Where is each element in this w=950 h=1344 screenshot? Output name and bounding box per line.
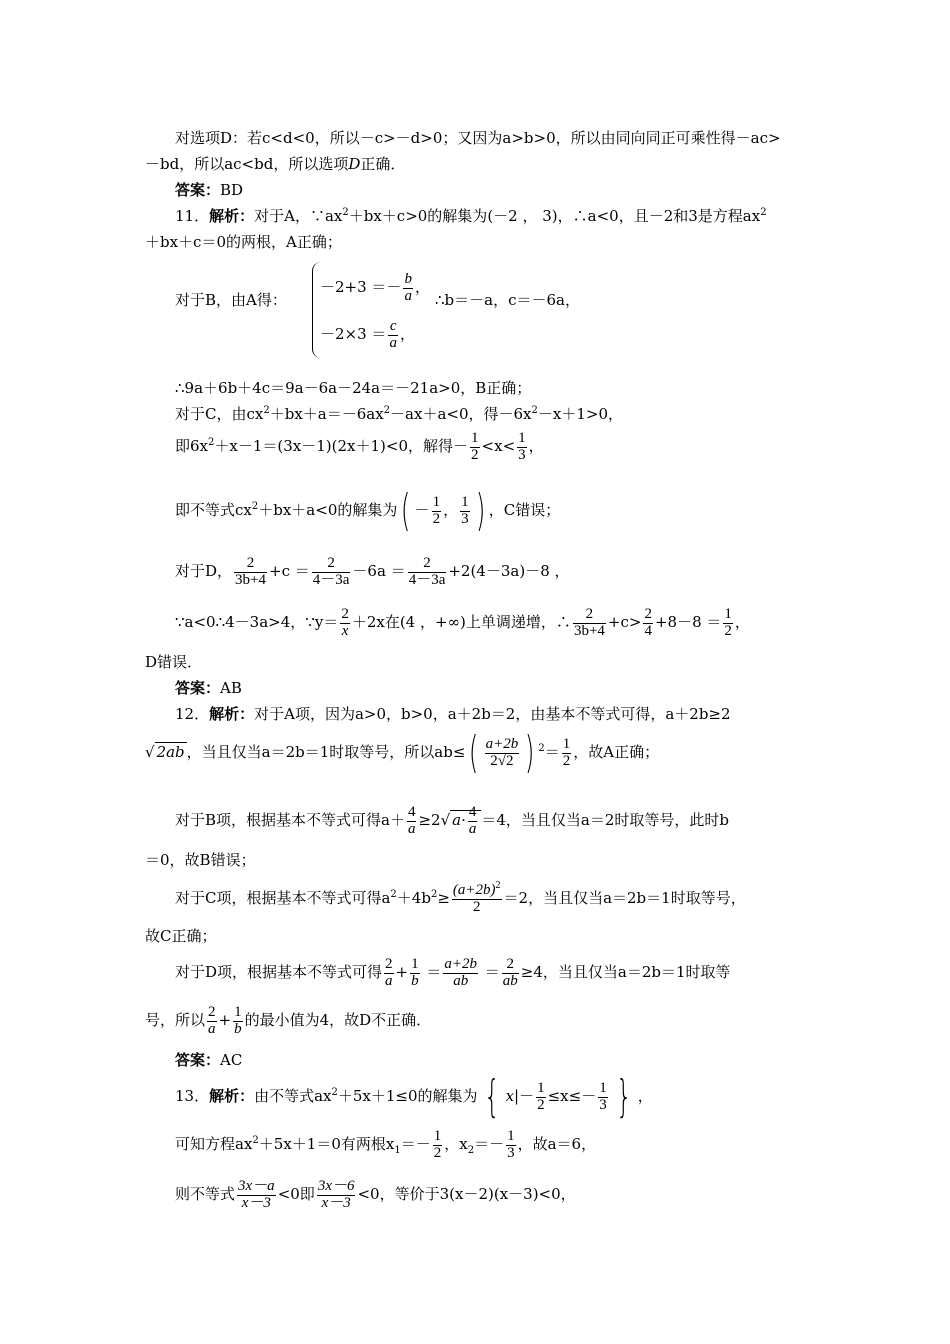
question-11-line bbox=[175, 206, 767, 226]
text: ∵a<0∴4－3a>4，∵y＝ bbox=[175, 613, 339, 631]
text-line bbox=[175, 290, 287, 310]
text: ＝－ bbox=[474, 1135, 505, 1153]
fraction bbox=[234, 556, 267, 589]
denominator: x－3 bbox=[241, 1194, 271, 1211]
text: ≥2 bbox=[418, 811, 441, 829]
text: －x＋1>0， bbox=[537, 405, 624, 423]
numerator: 4 bbox=[468, 803, 477, 820]
numerator: 1 bbox=[411, 955, 419, 972]
text: ≤x≤－ bbox=[547, 1087, 597, 1105]
text: 由不等式ax bbox=[254, 1087, 332, 1105]
fraction bbox=[317, 1179, 356, 1212]
fraction bbox=[723, 607, 733, 640]
text: 对于A项，因为a>0，b>0，a＋2b＝2，由基本不等式可得，a＋2b≥2 bbox=[254, 705, 731, 723]
fraction bbox=[598, 1081, 608, 1114]
text: ∴b＝－a，c＝－6a， bbox=[435, 291, 580, 309]
numerator bbox=[452, 879, 502, 900]
fraction bbox=[485, 737, 520, 770]
text: ＝0，故B错误； bbox=[145, 851, 256, 869]
fraction bbox=[460, 495, 470, 528]
denominator: b bbox=[234, 1020, 242, 1037]
fraction bbox=[233, 1005, 243, 1038]
denominator: a bbox=[404, 287, 412, 304]
text: ＝ bbox=[544, 743, 560, 761]
denominator: 3 bbox=[599, 1096, 607, 1113]
text: －ax＋a<0，得－6x bbox=[390, 405, 532, 423]
fraction bbox=[470, 431, 480, 464]
sqrt: √ a· $\frac{4}{a}$ bbox=[441, 810, 482, 829]
question-13-line: 13．解析：由不等式$ax^2+5x+1\le 0$的解集为 { x|－ $\frac{1}{2}$ ≤x≤－ $\frac{1}{3}$ } ， bbox=[175, 1071, 653, 1122]
fraction bbox=[340, 607, 350, 640]
text: ，当且仅当a＝2b＝1时取等号，所以ab≤ bbox=[186, 743, 466, 761]
fraction bbox=[312, 556, 351, 589]
text: ，故A正确； bbox=[573, 743, 660, 761]
answer-value: BD bbox=[220, 181, 244, 199]
sqrt: √ 2ab bbox=[145, 743, 185, 761]
numerator: 2 bbox=[234, 556, 267, 573]
left-brace: { bbox=[483, 1071, 500, 1122]
text: x bbox=[505, 1087, 515, 1105]
denominator: 4 bbox=[644, 622, 652, 639]
numerator: 1 bbox=[518, 429, 526, 446]
answer-label: 答案： bbox=[175, 181, 221, 199]
text: 对于B项，根据基本不等式可得a＋ bbox=[175, 811, 405, 829]
text: ， bbox=[734, 613, 750, 631]
text: ＋4b bbox=[396, 889, 431, 907]
text: 号，所以 bbox=[145, 1011, 206, 1029]
question-12-line bbox=[175, 704, 731, 724]
text: 即6x bbox=[175, 437, 209, 455]
radicand: 2ab bbox=[156, 743, 185, 761]
text: ≥4，当且仅当a＝2b＝1时取等 bbox=[520, 963, 731, 981]
numerator: a+2b bbox=[444, 955, 478, 972]
numerator: 2 bbox=[341, 605, 349, 622]
denominator: ab bbox=[502, 972, 518, 989]
fraction bbox=[443, 957, 478, 990]
subscript: 1 bbox=[394, 1145, 401, 1156]
denominator: 3b+4 bbox=[573, 622, 605, 639]
text: ＋5x＋1≤0的解集为 bbox=[337, 1087, 478, 1105]
subscript: 2 bbox=[467, 1145, 475, 1156]
superscript: 2 bbox=[342, 207, 349, 218]
numerator: 1 bbox=[433, 1127, 442, 1144]
fraction bbox=[403, 272, 413, 305]
fraction bbox=[452, 879, 502, 916]
denominator: ab bbox=[453, 972, 469, 989]
numerator: 2 bbox=[573, 607, 606, 624]
text-line bbox=[435, 290, 580, 310]
numerator: 2 bbox=[502, 957, 519, 974]
text-line: 即不等式$cx^2+bx+a<0$的解集为( － $\frac{1}{2}$ ， $\frac{1}{3}$ ) ，C错误； bbox=[175, 485, 561, 536]
equation-2: －2×3 ＝ $\frac{c}{a}$ ， bbox=[320, 317, 415, 351]
text-line bbox=[145, 232, 342, 252]
numerator: c bbox=[389, 317, 397, 334]
fraction bbox=[433, 1129, 443, 1162]
analysis-label: 解析： bbox=[209, 207, 255, 225]
right-paren: ) bbox=[475, 485, 485, 536]
text-line bbox=[175, 549, 570, 593]
fraction bbox=[408, 556, 447, 589]
denominator: x bbox=[341, 622, 349, 639]
text: +8－8 ＝ bbox=[654, 613, 722, 631]
numerator: 2 bbox=[208, 1003, 216, 1020]
text: +c> bbox=[607, 613, 642, 631]
superscript: 2 bbox=[383, 405, 391, 416]
text: 对于C项，根据基本不等式可得a bbox=[175, 889, 391, 907]
fraction bbox=[237, 1179, 276, 1212]
text: ，x bbox=[444, 1135, 468, 1153]
text-line bbox=[175, 796, 729, 844]
text-line bbox=[175, 1122, 596, 1166]
left-paren: ( bbox=[401, 485, 411, 536]
text: －2+3 ＝－ bbox=[320, 278, 402, 296]
interval: (－2 ， 3) bbox=[487, 207, 558, 225]
text-line bbox=[175, 378, 531, 398]
text-line bbox=[145, 728, 659, 776]
answer-line bbox=[175, 180, 243, 200]
interval-values: －2 ， 3 bbox=[493, 207, 552, 225]
denominator: a bbox=[407, 820, 416, 837]
numerator: 2 bbox=[408, 556, 447, 573]
text: －2×3 ＝ bbox=[320, 325, 387, 343]
text-line: 号，所以 $\frac{2}{a}$ + $\frac{1}{b}$ 的最小值为4，故D不正确． bbox=[145, 1003, 432, 1037]
denominator: 2 bbox=[472, 898, 481, 915]
text: ≥ bbox=[437, 889, 450, 907]
numerator: a+2b bbox=[485, 735, 519, 752]
denominator: a bbox=[385, 972, 393, 989]
superscript: 2 bbox=[208, 437, 215, 448]
answer-line bbox=[175, 1050, 242, 1070]
fraction bbox=[562, 737, 572, 770]
answer-value: AC bbox=[220, 1051, 243, 1069]
text: ＋bx＋a<0的解集为 bbox=[258, 501, 398, 519]
numerator: 3x－6 bbox=[317, 1177, 355, 1194]
fraction bbox=[432, 495, 442, 528]
text: 对选项D：若c<d<0，所以－c>－d>0；又因为a>b>0，所以由同向同正可乘性得－ac> bbox=[175, 129, 781, 147]
text-line bbox=[175, 424, 544, 468]
text: 可知方程ax bbox=[175, 1135, 253, 1153]
numerator: 1 bbox=[724, 605, 732, 622]
text-line bbox=[145, 850, 256, 870]
text: 故C正确； bbox=[145, 927, 217, 945]
equation-1: －2+3 ＝－ $\frac{b}{a}$ ， bbox=[320, 270, 430, 304]
numerator: 1 bbox=[234, 1003, 242, 1020]
text: －bd，所以ac<bd，所以选项 bbox=[145, 155, 349, 173]
text-line: 对于D项，根据基本不等式可得 $\frac{2}{a}$ + $\frac{1}{b}$ ＝ $\frac{a+2b}{ab}$ ＝ $\frac{2}{ab}$ ≥4，当且仅当a＝2b＝1时取等 bbox=[175, 955, 731, 989]
denominator: 4－3a bbox=[312, 571, 350, 588]
denominator: 2 bbox=[724, 622, 732, 639]
text: ＝4，当且仅当a＝2时取等号，此时b bbox=[481, 811, 730, 829]
denominator: 3 bbox=[461, 510, 469, 527]
text: 的最小值为4，故D不正确． bbox=[244, 1011, 432, 1029]
denominator: 2 bbox=[432, 510, 441, 527]
text: (3x－1)(2x＋1) bbox=[277, 437, 386, 455]
text: 对于C，由cx bbox=[175, 405, 264, 423]
numerator: 2 bbox=[385, 955, 393, 972]
denominator: 3b+4 bbox=[235, 571, 266, 588]
numerator: 1 bbox=[537, 1079, 545, 1096]
analysis-label: 解析： bbox=[209, 705, 255, 723]
fraction bbox=[410, 957, 420, 990]
denominator: x－3 bbox=[321, 1194, 351, 1211]
answer-value: AB bbox=[220, 679, 242, 697]
text-line bbox=[175, 874, 746, 922]
text: ，故a＝6， bbox=[517, 1135, 597, 1153]
text-line bbox=[175, 404, 623, 424]
text: ∴9a＋6b＋4c＝9a－6a－24a＝－21a>0，B正确； bbox=[175, 379, 532, 397]
superscript: 2 bbox=[251, 501, 259, 512]
fraction bbox=[207, 1005, 217, 1038]
fraction bbox=[502, 957, 519, 990]
superscript: 2 bbox=[430, 889, 438, 900]
text: 即不等式cx bbox=[175, 501, 252, 519]
text: ， bbox=[637, 1087, 653, 1105]
denominator: 2 bbox=[433, 1144, 442, 1161]
text: a· bbox=[452, 811, 466, 829]
fraction bbox=[536, 1081, 546, 1114]
text: 对于D， bbox=[175, 562, 233, 580]
text: 正确． bbox=[360, 155, 406, 173]
denominator: a bbox=[208, 1020, 216, 1037]
superscript: 2 bbox=[252, 1135, 259, 1146]
fraction bbox=[468, 805, 478, 838]
text: ＋bx＋c＝0的两根，A正确； bbox=[145, 233, 342, 251]
numerator: 1 bbox=[599, 1079, 607, 1096]
superscript: 2 bbox=[331, 1087, 338, 1098]
text: +c ＝ bbox=[269, 562, 310, 580]
text: ， bbox=[528, 437, 544, 455]
question-number: 12． bbox=[175, 705, 210, 723]
text-line bbox=[145, 652, 202, 672]
answer-label: 答案： bbox=[175, 679, 221, 697]
fraction bbox=[384, 957, 394, 990]
text: ＋bx＋a＝－6ax bbox=[269, 405, 384, 423]
question-number: 13． bbox=[175, 1087, 210, 1105]
text-line bbox=[145, 926, 216, 946]
fraction bbox=[517, 431, 527, 464]
denominator: 4－3a bbox=[408, 571, 446, 588]
radicand bbox=[450, 803, 481, 837]
text: +2(4－3a)－8 ， bbox=[448, 562, 570, 580]
numerator: 1 bbox=[507, 1127, 515, 1144]
denominator: 3 bbox=[507, 1144, 515, 1161]
right-brace: } bbox=[616, 1071, 632, 1122]
superscript: 2 bbox=[760, 207, 767, 218]
text: ＋bx＋c>0的解集为 bbox=[348, 207, 488, 225]
superscript: 2 bbox=[538, 743, 545, 754]
denominator: 3 bbox=[518, 446, 526, 463]
left-paren: ( bbox=[469, 727, 479, 778]
fraction bbox=[407, 805, 417, 838]
text-line bbox=[145, 154, 405, 174]
text: (a+2b) bbox=[452, 881, 496, 898]
right-paren: ) bbox=[525, 727, 535, 778]
text: ，C错误； bbox=[488, 501, 561, 519]
superscript: 2 bbox=[263, 405, 270, 416]
question-number: 11． bbox=[175, 207, 210, 225]
text-line bbox=[175, 600, 750, 644]
answer-label: 答案： bbox=[175, 1051, 221, 1069]
text: 上单调递增，∴ bbox=[465, 613, 571, 631]
text: <x< bbox=[481, 437, 516, 455]
text: ，∴a<0，且－2和3是方程ax bbox=[557, 207, 761, 225]
text: D错误． bbox=[145, 653, 203, 671]
denominator: 2 bbox=[537, 1096, 545, 1113]
numerator: 2 bbox=[312, 556, 351, 573]
denominator: b bbox=[411, 972, 419, 989]
superscript: 2 bbox=[495, 879, 501, 891]
text: ＝2，当且仅当a＝2b＝1时取等号， bbox=[503, 889, 746, 907]
superscript: 2 bbox=[390, 889, 397, 900]
text: ＝－ bbox=[400, 1135, 431, 1153]
text: ＋5x＋1＝0有两根x bbox=[258, 1135, 395, 1153]
denominator: a bbox=[468, 820, 477, 837]
fraction bbox=[573, 607, 606, 640]
numerator: 1 bbox=[432, 493, 441, 510]
denominator: 2√2 bbox=[490, 752, 514, 769]
analysis-label: 解析： bbox=[209, 1087, 255, 1105]
numerator: 1 bbox=[562, 735, 571, 752]
text: ＋x－1＝ bbox=[214, 437, 278, 455]
text: <0即 bbox=[277, 1185, 315, 1203]
denominator: a bbox=[389, 334, 397, 351]
answer-line bbox=[175, 678, 242, 698]
text: －6a ＝ bbox=[352, 562, 406, 580]
text: 对于B，由A得： bbox=[175, 291, 287, 309]
fraction bbox=[506, 1129, 516, 1162]
text: ＋2x在 bbox=[351, 613, 400, 631]
numerator: 1 bbox=[471, 429, 479, 446]
text: <0，等价于3(x－2)(x－3)<0， bbox=[357, 1185, 576, 1203]
fraction bbox=[643, 607, 653, 640]
text: <0，解得－ bbox=[385, 437, 469, 455]
denominator: 2 bbox=[471, 446, 479, 463]
text: 对于A，∵ax bbox=[254, 207, 343, 225]
text-line bbox=[175, 128, 781, 148]
numerator: 3x－a bbox=[238, 1177, 275, 1194]
text-line bbox=[175, 1170, 576, 1218]
superscript: 2 bbox=[531, 405, 538, 416]
text: D bbox=[348, 155, 361, 173]
denominator: 2 bbox=[562, 752, 571, 769]
numerator: 1 bbox=[461, 493, 469, 510]
numerator: 4 bbox=[407, 803, 416, 820]
text: (4 ，+∞) bbox=[399, 613, 466, 631]
numerator: 2 bbox=[644, 605, 652, 622]
text: 则不等式 bbox=[175, 1185, 236, 1203]
text: 对于D项，根据基本不等式可得 bbox=[175, 963, 383, 981]
numerator: b bbox=[404, 270, 412, 287]
fraction bbox=[388, 319, 398, 352]
